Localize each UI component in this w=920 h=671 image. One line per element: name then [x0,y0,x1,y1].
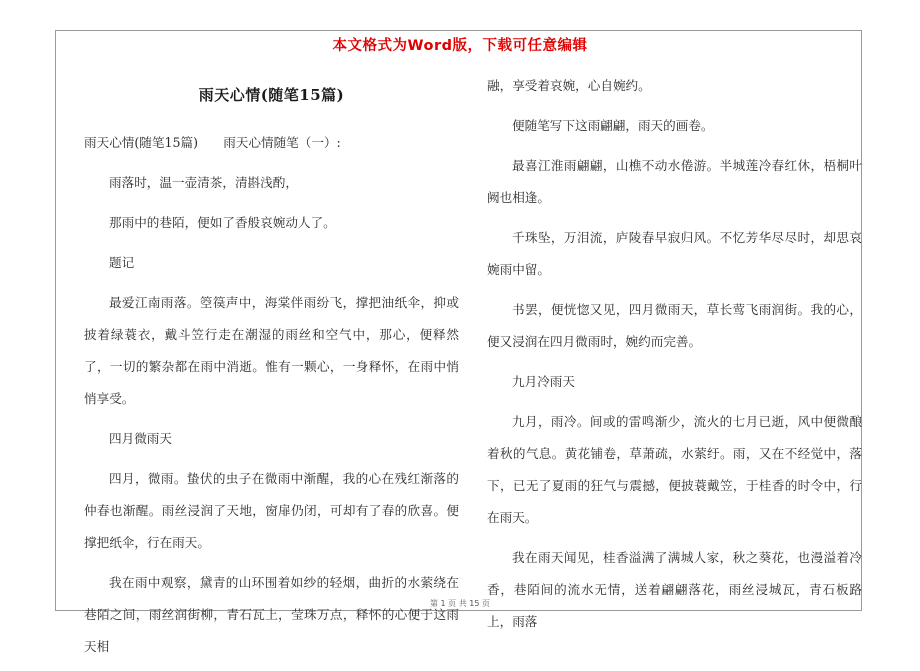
paragraph: 我在雨天闻见，桂香溢满了满城人家，秋之葵花，也漫溢着冷香，巷陌间的流水无情，送着翩翩落花，雨丝浸城瓦，青石板路上，雨落 [487,550,862,629]
paragraph: 九月，雨冷。间或的雷鸣渐少，流火的七月已逝，风中便微酿着秋的气息。黄花铺卷，草萧疏，水萦纡。雨，又在不经觉中，落下，已无了夏雨的狂气与震撼，便披蓑戴笠，于桂香的时令中，行在雨天。 [487,414,862,525]
section-heading: 九月冷雨天 [512,374,575,389]
paragraph: 雨落时，温一壶清茶，清斟浅酌， [109,175,298,190]
right-column [487,70,862,646]
paragraph: 雨天心情(随笔15篇) 雨天心情随笔（一）: [84,135,341,150]
paragraph: 那雨中的巷陌，便如了香般哀婉动人了。 [109,215,336,230]
paragraph: 我在雨中观察，黛青的山环围着如纱的轻烟，曲折的水萦绕在巷陌之间，雨丝润街柳，青石瓦上，莹珠万点，释怀的心便于这雨天相 [84,575,459,654]
paragraph: 四月，微雨。蛰伏的虫子在微雨中渐醒，我的心在残红渐落的仲春也渐醒。雨丝浸润了天地，窗扉仍闭，可却有了春的欣喜。便撑把纸伞，行在雨天。 [84,471,459,550]
left-column [84,68,459,671]
paragraph: 便随笔写下这雨翩翩，雨天的画卷。 [512,118,714,133]
document-title: 雨天心情(随笔15篇) [198,86,345,104]
paragraph: 融，享受着哀婉，心自婉约。 [487,78,651,93]
section-heading: 题记 [109,255,135,270]
paragraph: 最爱江南雨落。箜篌声中，海棠伴雨纷飞，撑把油纸伞，抑或披着绿蓑衣，戴斗笠行走在潮湿的雨丝和空气中，那心，便释然了，一切的繁杂都在雨中消逝。惟有一颗心，一身释怀，在雨中悄悄享受。 [84,295,459,406]
page-indicator: 第 1 页 共 15 页 [430,599,490,608]
poem-paragraph: 最喜江淮雨翩翩，山樵不动水倦游。半城莲冷春红休，梧桐叶阙也相逢。 [487,158,862,205]
section-heading: 四月微雨天 [109,431,172,446]
editable-notice-banner: 本文格式为Word版，下载可任意编辑 [332,38,588,54]
paragraph: 书罢，便恍惚又见，四月微雨天，草长莺飞雨润街。我的心，便又浸润在四月微雨时，婉约而完善。 [487,302,862,349]
poem-paragraph: 千珠坠，万泪流，庐陵春早寂归风。不忆芳华尽尽时，却思哀婉雨中留。 [487,230,862,277]
